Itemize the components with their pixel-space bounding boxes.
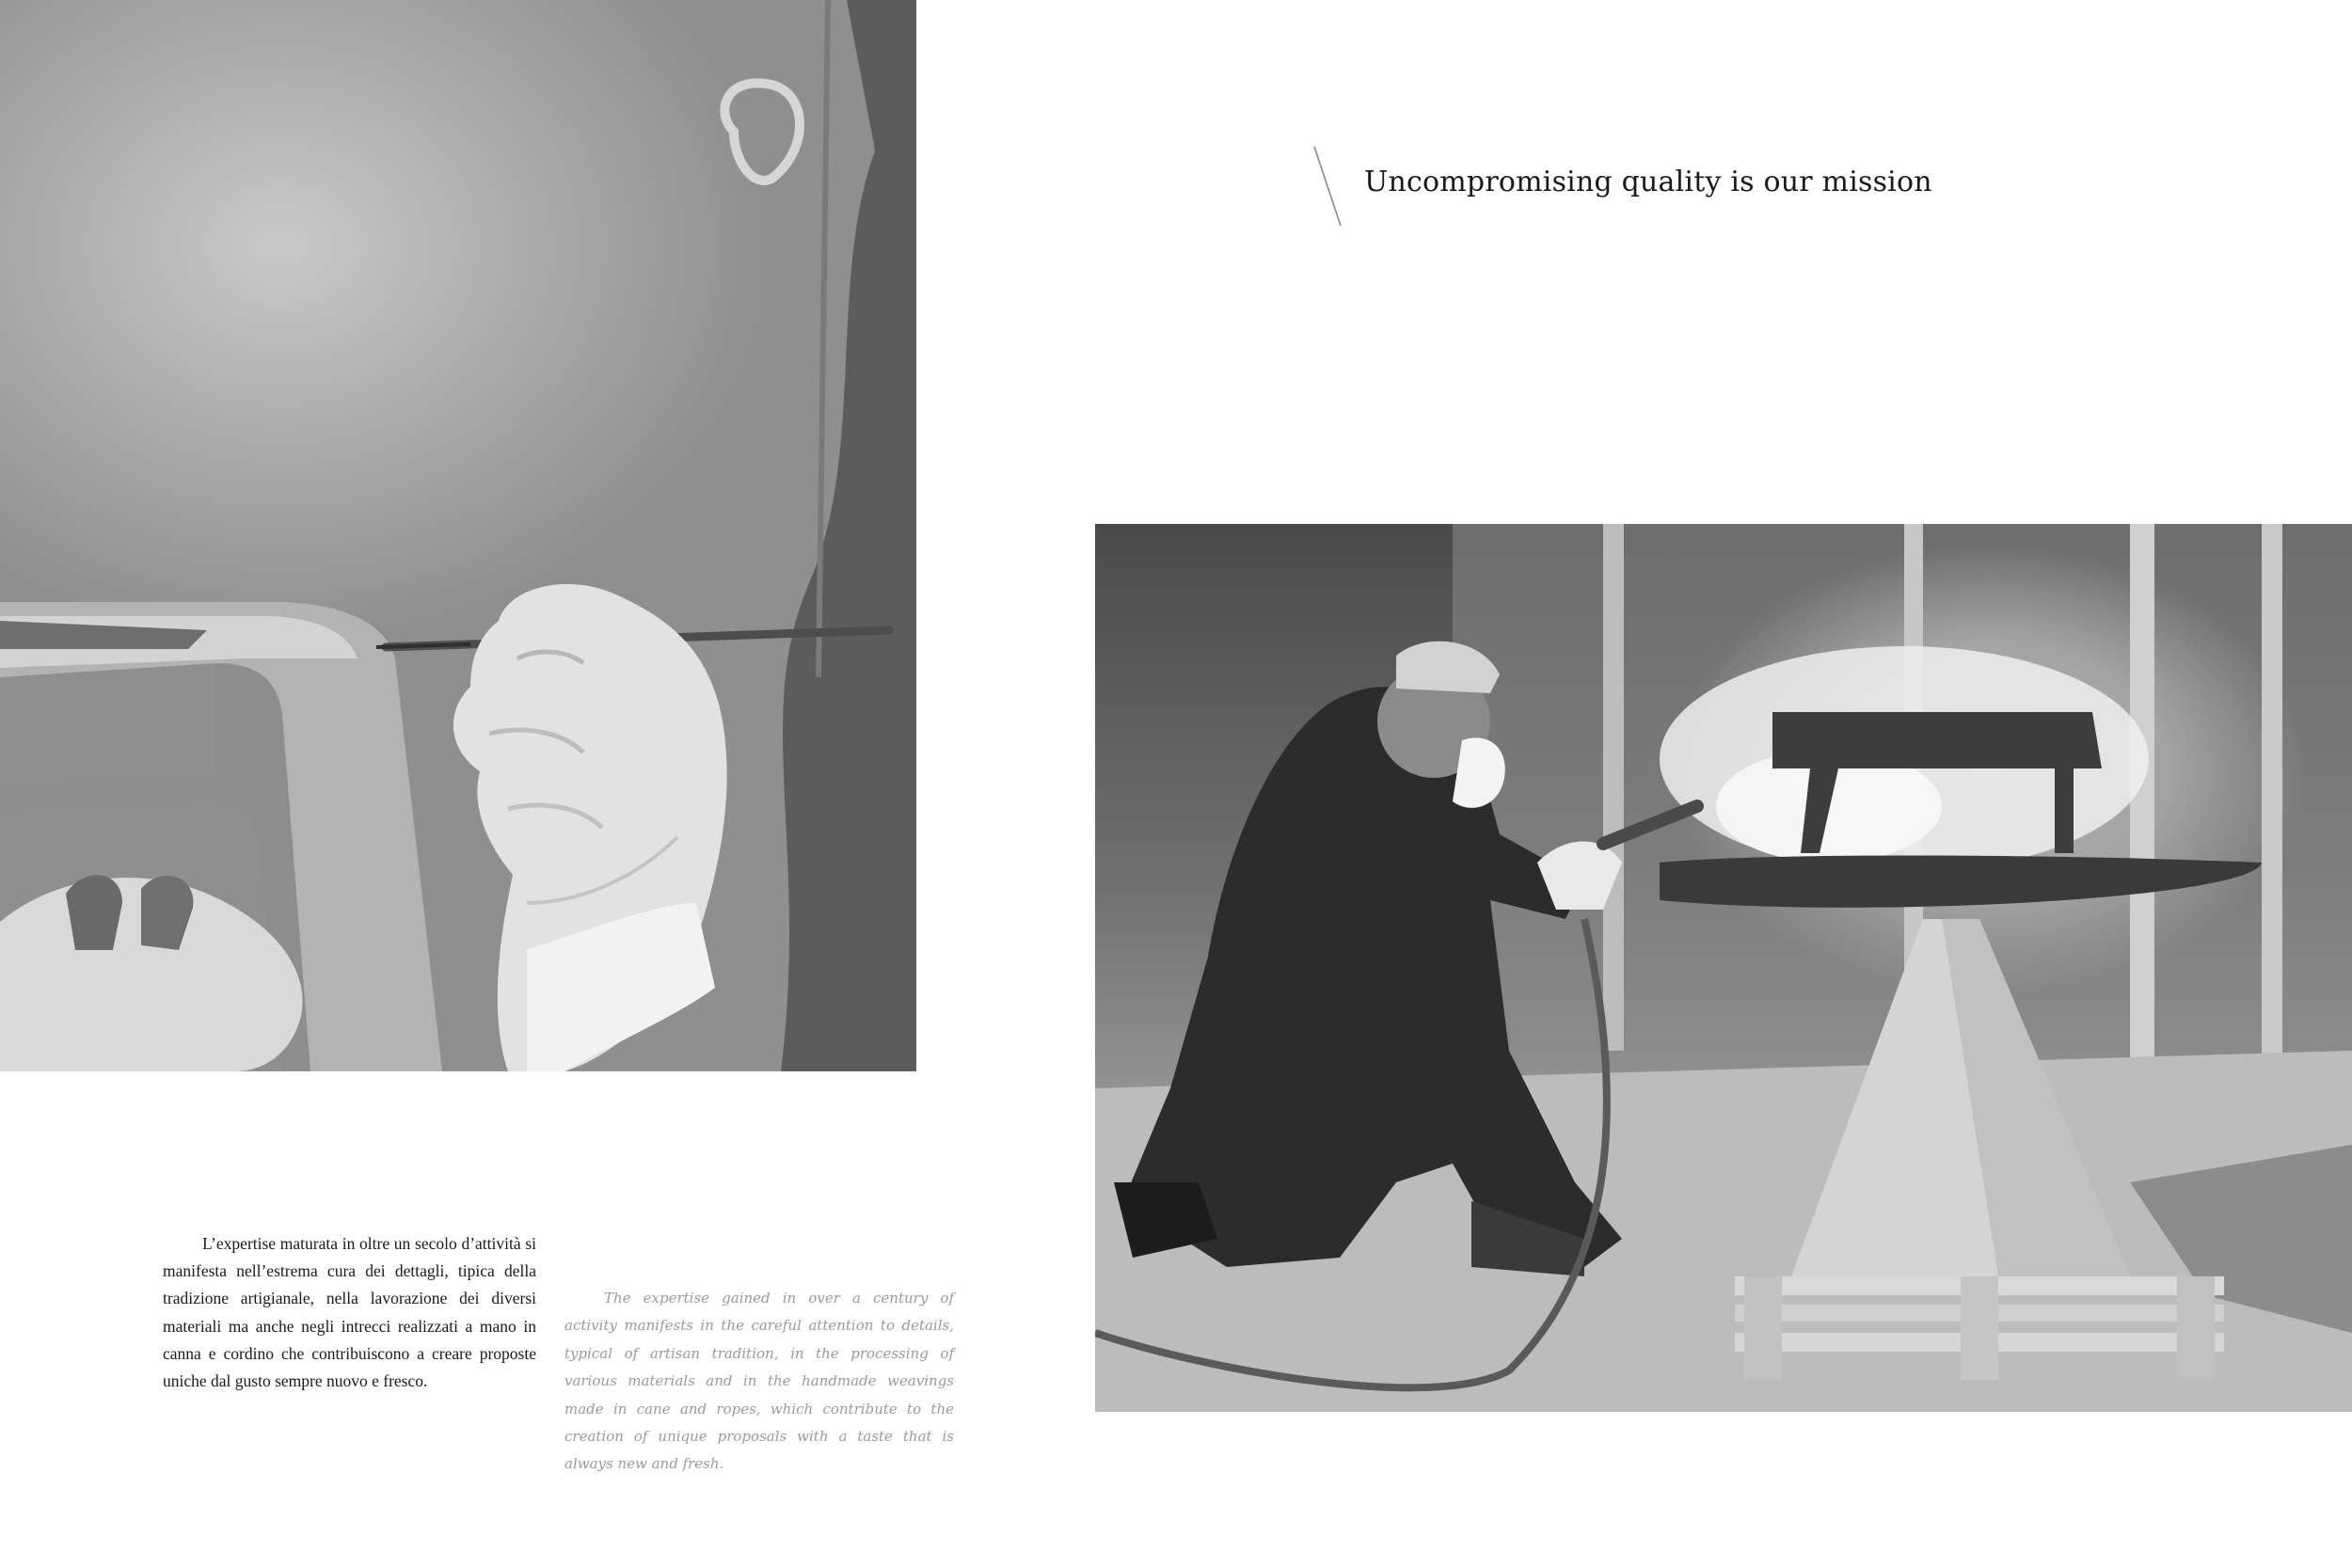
slash-ornament-icon xyxy=(1312,146,1343,227)
photo-spray-painter xyxy=(1095,524,2352,1412)
page-headline: Uncompromising quality is our mission xyxy=(1364,166,1932,198)
photo-artisan-hands xyxy=(0,0,916,1071)
body-text-italian: L’expertise maturata in oltre un secolo d’attività si manifesta nell’estrema cura dei dettagli, tipica della tradizione artigianale, nella lavorazione dei diversi materiali ma anche negli intrecci realizzati a mano in canna e cordino che contribuiscono a creare proposte uniche dal gusto sempre nuovo e fresco. xyxy=(163,1234,536,1391)
body-text-english: The expertise gained in over a century of activity manifests in the careful attention to details, typical of artisan tradition, in the processing of various materials and in the handmade weavings made in cane and ropes, which contribute to the creation of unique proposals with a taste that is always new and fresh. xyxy=(564,1290,954,1473)
